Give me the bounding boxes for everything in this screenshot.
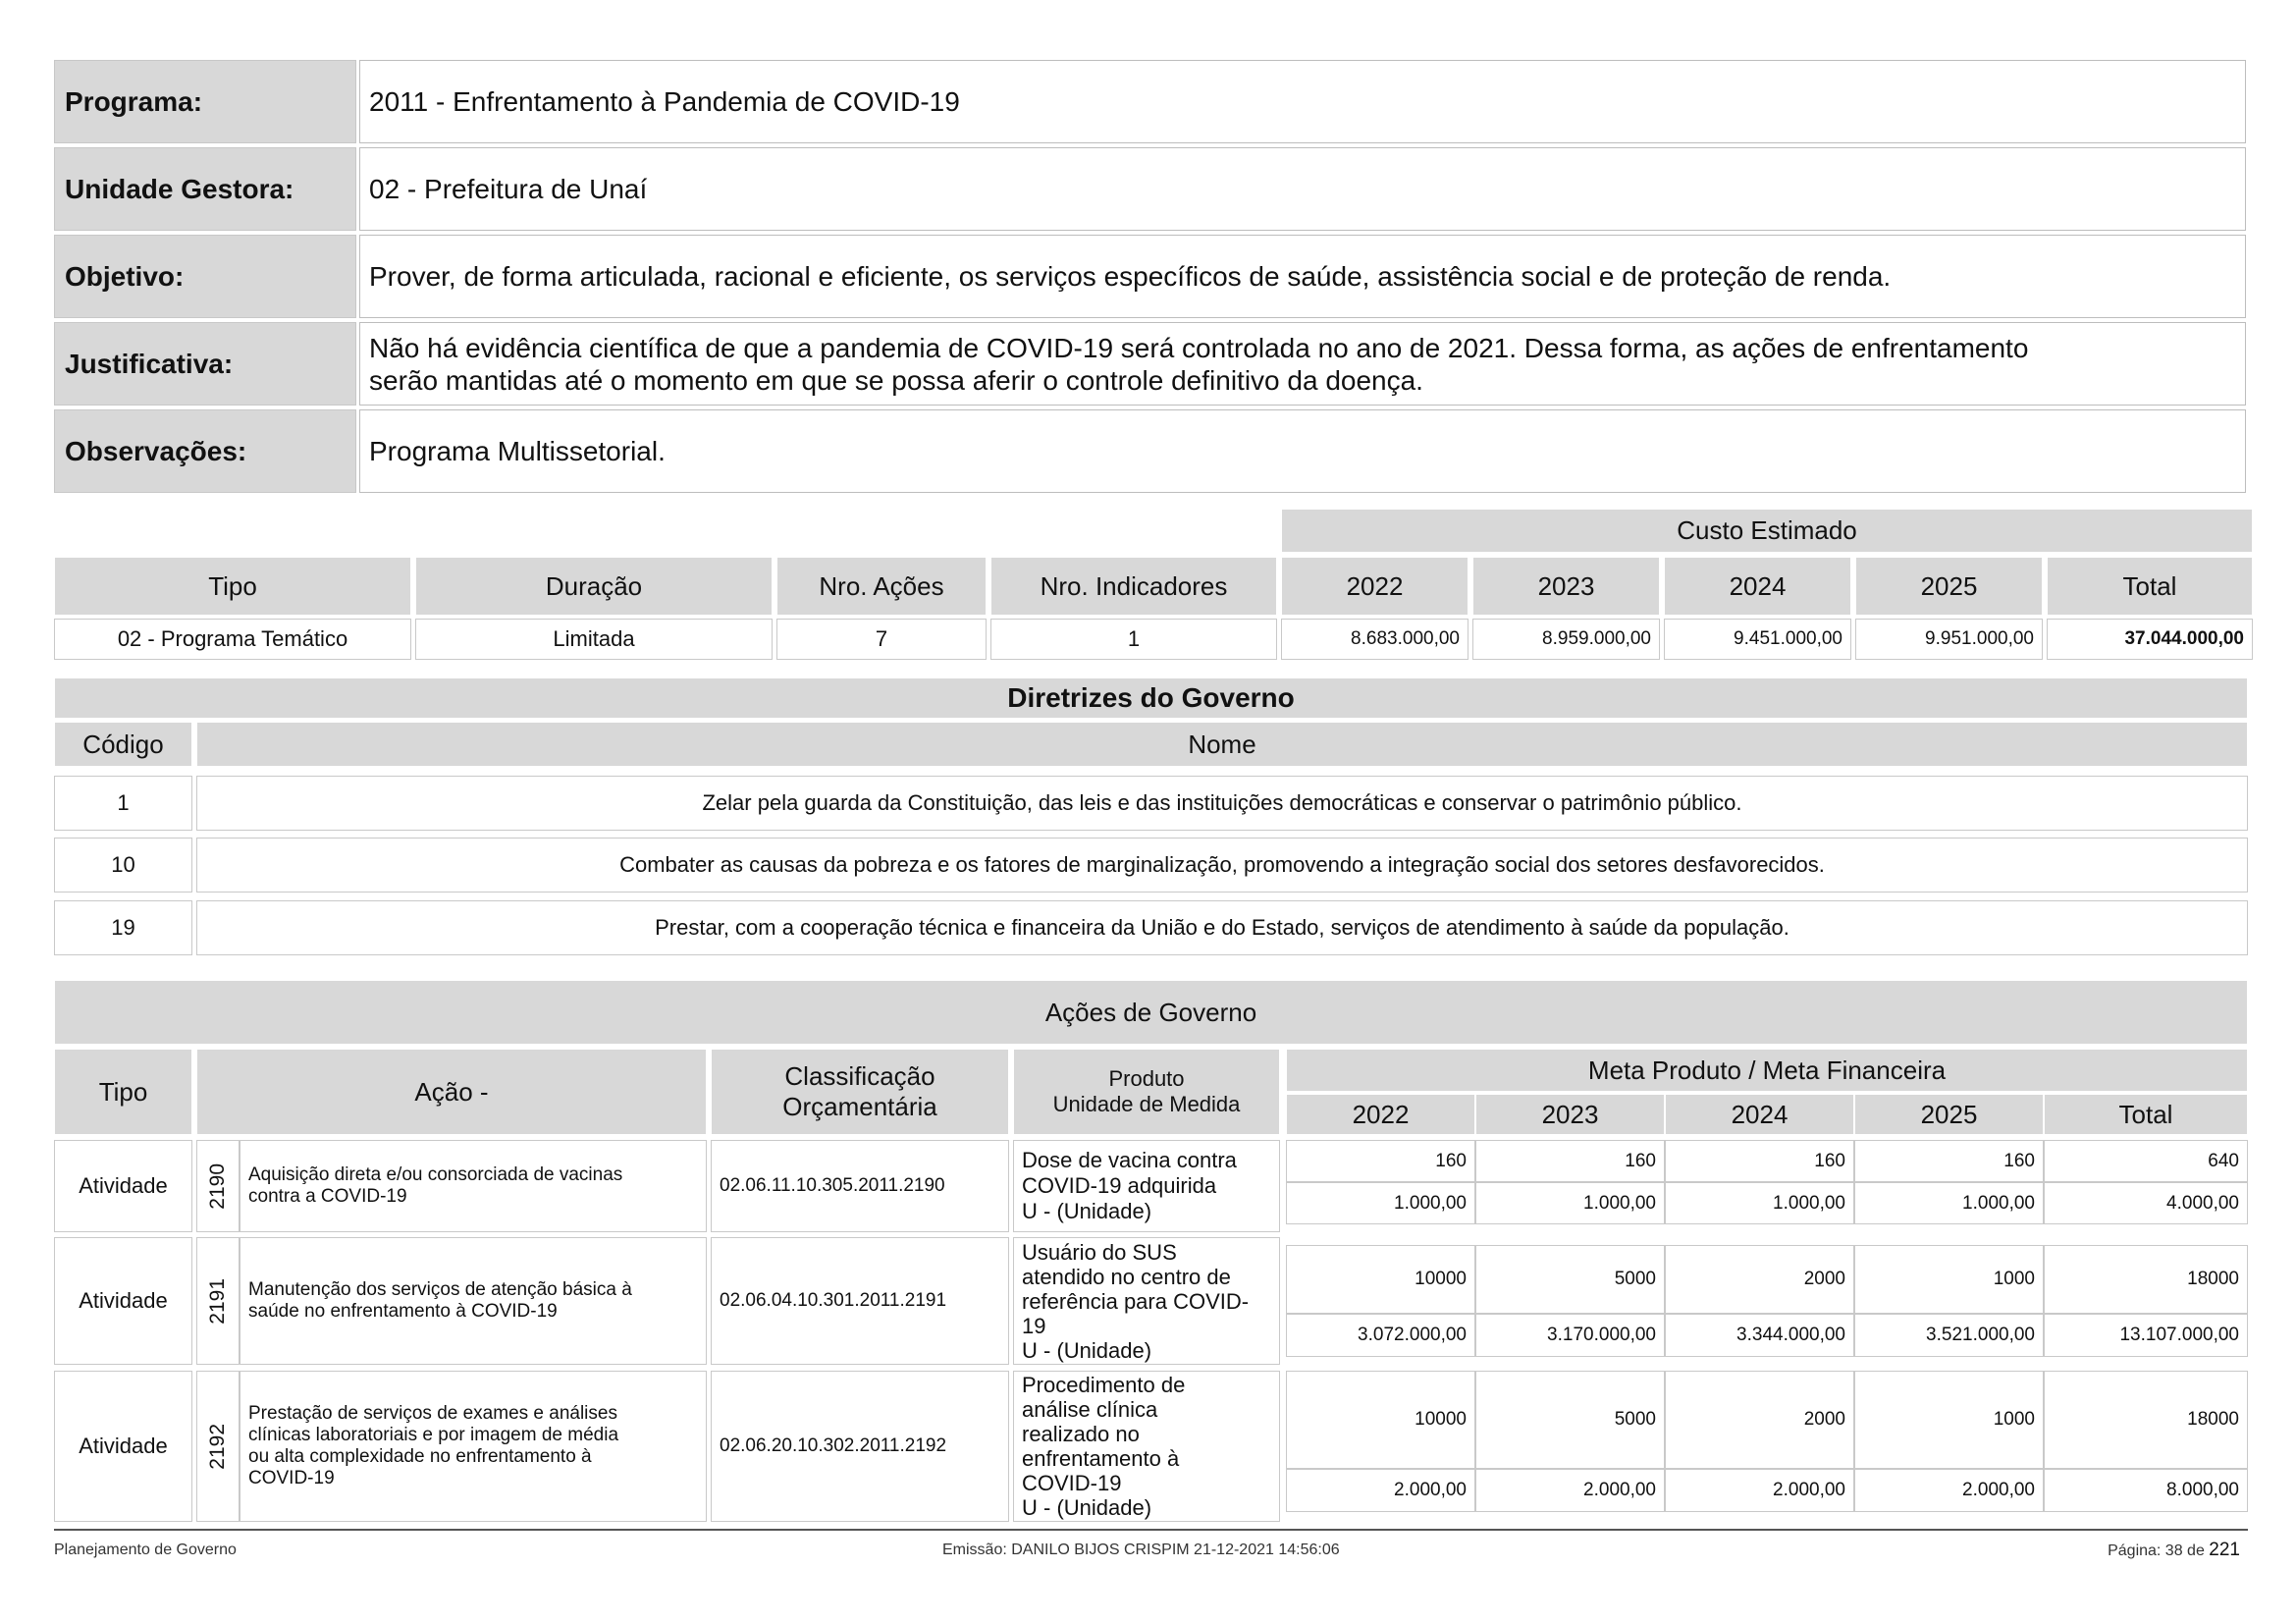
produto-header-line: Unidade de Medida: [1052, 1092, 1241, 1116]
acao-line: Manutenção dos serviços de atenção básica à: [248, 1279, 632, 1300]
diretriz-codigo: 19: [54, 900, 192, 955]
classificacao-header-line: Classificação: [784, 1061, 935, 1091]
meta-produto-cell: 160: [1854, 1140, 2044, 1182]
classificacao-header-line: Orçamentária: [782, 1092, 937, 1121]
meta-produto-cell: 10000: [1286, 1371, 1475, 1469]
footer-emissao: Emissão: DANILO BIJOS CRISPIM 21-12-2021 14:56:06: [942, 1542, 1340, 1558]
produto-line: realizado no: [1022, 1422, 1140, 1446]
meta-produto-cell: 1000: [1854, 1371, 2044, 1469]
acao-classificacao: 02.06.20.10.302.2011.2192: [711, 1371, 1009, 1522]
produto-header-line: Produto: [1108, 1066, 1185, 1091]
produto-line: COVID-19: [1022, 1471, 1122, 1495]
summary-header: 2024: [1664, 557, 1851, 616]
summary-header: 2023: [1472, 557, 1660, 616]
meta-financeira-cell: 13.107.000,00: [2044, 1314, 2248, 1357]
justificativa-label: Justificativa:: [54, 322, 356, 406]
acao-line: Aquisição direta e/ou consorciada de vacinas: [248, 1164, 623, 1185]
meta-financeira-cell: 1.000,00: [1665, 1182, 1854, 1224]
produto-line: 19: [1022, 1313, 1046, 1338]
summary-header: Duração: [415, 557, 773, 616]
summary-header: Nro. Indicadores: [990, 557, 1277, 616]
acao-codigo-cell: [196, 1237, 240, 1365]
meta-produto-cell: 160: [1665, 1140, 1854, 1182]
acoes-title: Ações de Governo: [54, 980, 2248, 1045]
meta-financeira-cell: 1.000,00: [1475, 1182, 1665, 1224]
unidade-label: Unidade Gestora:: [54, 147, 356, 231]
meta-financeira-cell: 3.521.000,00: [1854, 1314, 2044, 1357]
diretriz-nome: Zelar pela guarda da Constituição, das leis e das instituições democráticas e conservar o patrimônio público.: [196, 776, 2248, 831]
summary-header: 2025: [1855, 557, 2043, 616]
footer-left: Planejamento de Governo: [54, 1542, 237, 1558]
summary-header: 2022: [1281, 557, 1468, 616]
custo-estimado-header: Custo Estimado: [1281, 509, 2253, 553]
meta-financeira-cell: 2.000,00: [1854, 1469, 2044, 1512]
acoes-col-produto: [1013, 1049, 1280, 1135]
objetivo-label: Objetivo:: [54, 235, 356, 318]
acao-line: clínicas laboratoriais e por imagem de média: [248, 1425, 619, 1445]
meta-year-header: 2023: [1475, 1094, 1665, 1135]
summary-header: Nro. Ações: [776, 557, 987, 616]
meta-year-header: 2025: [1854, 1094, 2044, 1135]
meta-header: Meta Produto / Meta Financeira: [1286, 1049, 2248, 1092]
acao-line: contra a COVID-19: [248, 1186, 407, 1207]
acao-codigo-cell: [196, 1371, 240, 1522]
footer-divider: [54, 1529, 2248, 1531]
summary-cell: 8.683.000,00: [1281, 619, 1468, 660]
diretrizes-col-nome: Nome: [196, 722, 2248, 767]
acao-tipo: Atividade: [54, 1371, 192, 1522]
acoes-col-classificacao: [711, 1049, 1009, 1135]
meta-produto-cell: 160: [1286, 1140, 1475, 1182]
summary-cell: 1: [990, 619, 1277, 660]
produto-line: enfrentamento à: [1022, 1446, 1180, 1471]
meta-produto-cell: 160: [1475, 1140, 1665, 1182]
meta-produto-cell: 640: [2044, 1140, 2248, 1182]
meta-financeira-cell: 2.000,00: [1286, 1469, 1475, 1512]
summary-cell: Limitada: [415, 619, 773, 660]
footer-page: [2108, 1540, 2240, 1561]
produto-line: Procedimento de: [1022, 1373, 1186, 1397]
summary-cell: 02 - Programa Temático: [54, 619, 411, 660]
acao-line: ou alta complexidade no enfrentamento à: [248, 1446, 592, 1467]
diretriz-nome: Combater as causas da pobreza e os fatores de marginalização, promovendo a integração social dos setores desfavorecidos.: [196, 838, 2248, 893]
meta-year-header: 2024: [1665, 1094, 1854, 1135]
produto-line: U - (Unidade): [1022, 1337, 1152, 1363]
meta-financeira-cell: 2.000,00: [1475, 1469, 1665, 1512]
justificativa-line: Não há evidência científica de que a pandemia de COVID-19 será controlada no ano de 2021. Dessa forma, as ações de enfrentamento: [369, 332, 2029, 363]
acao-line: COVID-19: [248, 1468, 335, 1488]
programa-value: 2011 - Enfrentamento à Pandemia de COVID-19: [359, 60, 2246, 143]
meta-financeira-cell: 3.170.000,00: [1475, 1314, 1665, 1357]
summary-cell: 7: [776, 619, 987, 660]
produto-line: atendido no centro de: [1022, 1264, 1231, 1289]
meta-produto-cell: 5000: [1475, 1245, 1665, 1314]
acao-tipo: Atividade: [54, 1237, 192, 1365]
diretrizes-col-codigo: Código: [54, 722, 192, 767]
diretrizes-title: Diretrizes do Governo: [54, 677, 2248, 719]
objetivo-value: Prover, de forma articulada, racional e eficiente, os serviços específicos de saúde, assistência social e de proteção de renda.: [359, 235, 2246, 318]
produto-line: Dose de vacina contra: [1022, 1148, 1237, 1172]
acao-codigo: 2191: [206, 1277, 229, 1325]
acao-codigo: 2190: [206, 1163, 229, 1210]
produto-line: U - (Unidade): [1022, 1199, 1152, 1223]
meta-year-header: 2022: [1286, 1094, 1475, 1135]
observacoes-label: Observações:: [54, 409, 356, 493]
diretriz-codigo: 10: [54, 838, 192, 893]
acoes-col-acao: Ação -: [196, 1049, 707, 1135]
diretriz-codigo: 1: [54, 776, 192, 831]
justificativa-line: serão mantidas até o momento em que se possa aferir o controle definitivo da doença.: [369, 364, 1423, 396]
acao-descricao: [240, 1237, 707, 1365]
footer-page-total: 221: [2209, 1540, 2240, 1560]
meta-produto-cell: 5000: [1475, 1371, 1665, 1469]
summary-cell: 9.951.000,00: [1855, 619, 2043, 660]
meta-financeira-cell: 1.000,00: [1854, 1182, 2044, 1224]
meta-financeira-cell: 2.000,00: [1665, 1469, 1854, 1512]
acao-tipo: Atividade: [54, 1140, 192, 1232]
meta-year-header: Total: [2044, 1094, 2248, 1135]
produto-line: análise clínica: [1022, 1397, 1158, 1422]
meta-produto-cell: 2000: [1665, 1371, 1854, 1469]
meta-financeira-cell: 8.000,00: [2044, 1469, 2248, 1512]
footer-page-prefix: Página: 38 de: [2108, 1542, 2205, 1559]
meta-produto-cell: 10000: [1286, 1245, 1475, 1314]
meta-financeira-cell: 3.072.000,00: [1286, 1314, 1475, 1357]
summary-header: Total: [2047, 557, 2253, 616]
meta-produto-cell: 18000: [2044, 1371, 2248, 1469]
meta-produto-cell: 18000: [2044, 1245, 2248, 1314]
diretriz-nome: Prestar, com a cooperação técnica e financeira da União e do Estado, serviços de atendimento à saúde da população.: [196, 900, 2248, 955]
acao-line: Prestação de serviços de exames e análises: [248, 1403, 617, 1424]
summary-total-cell: 37.044.000,00: [2047, 619, 2253, 660]
programa-label: Programa:: [54, 60, 356, 143]
justificativa-value: [359, 322, 2246, 406]
acao-produto: [1013, 1140, 1280, 1232]
unidade-value: 02 - Prefeitura de Unaí: [359, 147, 2246, 231]
acao-classificacao: 02.06.11.10.305.2011.2190: [711, 1140, 1009, 1232]
acao-produto: [1013, 1237, 1280, 1365]
summary-cell: 9.451.000,00: [1664, 619, 1851, 660]
observacoes-value: Programa Multissetorial.: [359, 409, 2246, 493]
produto-line: U - (Unidade): [1022, 1495, 1152, 1520]
acao-descricao: [240, 1140, 707, 1232]
summary-header: Tipo: [54, 557, 411, 616]
meta-financeira-cell: 1.000,00: [1286, 1182, 1475, 1224]
acao-codigo-cell: [196, 1140, 240, 1232]
produto-line: Usuário do SUS: [1022, 1239, 1177, 1265]
meta-financeira-cell: 4.000,00: [2044, 1182, 2248, 1224]
acoes-col-tipo: Tipo: [54, 1049, 192, 1135]
meta-produto-cell: 2000: [1665, 1245, 1854, 1314]
meta-financeira-cell: 3.344.000,00: [1665, 1314, 1854, 1357]
acao-classificacao: 02.06.04.10.301.2011.2191: [711, 1237, 1009, 1365]
acao-descricao: [240, 1371, 707, 1522]
meta-produto-cell: 1000: [1854, 1245, 2044, 1314]
summary-cell: 8.959.000,00: [1472, 619, 1660, 660]
acao-codigo: 2192: [206, 1423, 229, 1470]
acao-line: saúde no enfrentamento à COVID-19: [248, 1301, 558, 1322]
produto-line: referência para COVID-: [1022, 1288, 1250, 1314]
produto-line: COVID-19 adquirida: [1022, 1173, 1217, 1198]
acao-produto: [1013, 1371, 1280, 1522]
